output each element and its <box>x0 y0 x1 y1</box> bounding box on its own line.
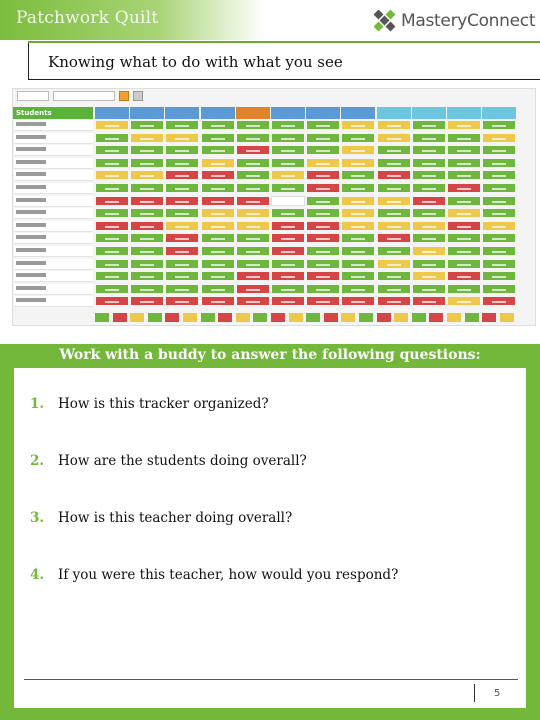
question-item <box>30 567 398 583</box>
summary-cell <box>429 313 443 322</box>
tracker-row <box>13 296 535 307</box>
score-cell <box>377 145 411 155</box>
score-cell <box>412 183 446 193</box>
standard-column-header <box>271 107 305 119</box>
score-cell <box>482 271 516 281</box>
score-cell <box>271 170 305 180</box>
score-cell <box>165 133 199 143</box>
score-cell <box>447 120 481 130</box>
tracker-settings-icon <box>119 91 129 101</box>
score-cell <box>95 208 129 218</box>
score-cell <box>447 221 481 231</box>
score-cell <box>377 221 411 231</box>
score-cell <box>95 259 129 269</box>
score-cell <box>236 284 270 294</box>
score-cell <box>165 183 199 193</box>
standard-column-header <box>341 107 375 119</box>
tracker-toolbar <box>13 89 535 103</box>
summary-cell <box>95 313 109 322</box>
score-cell <box>306 208 340 218</box>
page-number: 5 <box>494 688 501 699</box>
score-cell <box>306 259 340 269</box>
score-cell <box>271 296 305 306</box>
score-cell <box>377 208 411 218</box>
score-cell <box>306 183 340 193</box>
score-cell <box>130 120 164 130</box>
score-cell <box>482 233 516 243</box>
score-cell <box>165 296 199 306</box>
score-cell <box>306 170 340 180</box>
tracker-filter-select <box>17 91 49 101</box>
score-cell <box>130 296 164 306</box>
score-cell <box>447 259 481 269</box>
summary-cell <box>253 313 267 322</box>
score-cell <box>306 296 340 306</box>
tracker-row <box>13 145 535 156</box>
score-cell <box>482 246 516 256</box>
score-cell <box>412 284 446 294</box>
score-cell <box>236 170 270 180</box>
score-cell <box>482 196 516 206</box>
score-cell <box>165 271 199 281</box>
score-cell <box>271 221 305 231</box>
standard-column-header <box>377 107 411 119</box>
score-cell <box>236 246 270 256</box>
score-cell <box>377 170 411 180</box>
student-name-cell <box>14 284 93 295</box>
summary-cell <box>218 313 232 322</box>
score-cell <box>482 259 516 269</box>
score-cell <box>447 296 481 306</box>
score-cell <box>95 183 129 193</box>
summary-cell <box>324 313 338 322</box>
score-cell <box>482 284 516 294</box>
score-cell <box>201 170 235 180</box>
standard-column-header <box>165 107 199 119</box>
score-cell <box>271 208 305 218</box>
score-cell <box>482 296 516 306</box>
score-cell <box>306 158 340 168</box>
question-number: 1. <box>30 396 45 412</box>
summary-cell <box>201 313 215 322</box>
summary-cell <box>482 313 496 322</box>
question-number: 2. <box>30 453 45 469</box>
summary-cell <box>306 313 320 322</box>
score-cell <box>341 120 375 130</box>
summary-cell <box>377 313 391 322</box>
tracker-screenshot <box>12 88 536 326</box>
score-cell <box>201 133 235 143</box>
score-cell <box>341 133 375 143</box>
score-cell <box>447 246 481 256</box>
summary-cell <box>465 313 479 322</box>
tracker-menu-icon <box>133 91 143 101</box>
score-cell <box>236 208 270 218</box>
question-item <box>30 510 292 526</box>
score-cell <box>306 233 340 243</box>
score-cell <box>377 133 411 143</box>
summary-cell <box>394 313 408 322</box>
score-cell <box>236 145 270 155</box>
score-cell <box>130 133 164 143</box>
score-cell <box>95 233 129 243</box>
score-cell <box>130 158 164 168</box>
tracker-row <box>13 221 535 232</box>
score-cell <box>130 221 164 231</box>
score-cell <box>482 145 516 155</box>
score-cell <box>201 208 235 218</box>
score-cell <box>447 233 481 243</box>
student-name-cell <box>14 296 93 307</box>
slide-subtitle: Knowing what to do with what you see <box>48 53 343 71</box>
standard-column-header <box>201 107 235 119</box>
score-cell <box>482 120 516 130</box>
score-cell <box>377 296 411 306</box>
score-cell <box>201 183 235 193</box>
score-cell <box>447 170 481 180</box>
score-cell <box>95 170 129 180</box>
score-cell <box>412 145 446 155</box>
score-cell <box>482 170 516 180</box>
score-cell <box>412 246 446 256</box>
score-cell <box>165 221 199 231</box>
tracker-row <box>13 284 535 295</box>
score-cell <box>271 120 305 130</box>
summary-cell <box>341 313 355 322</box>
score-cell <box>412 170 446 180</box>
summary-cell <box>113 313 127 322</box>
summary-cell <box>500 313 514 322</box>
tracker-class-select <box>53 91 115 101</box>
score-cell <box>95 196 129 206</box>
score-cell <box>201 120 235 130</box>
score-cell <box>447 158 481 168</box>
score-cell <box>130 196 164 206</box>
score-cell <box>447 196 481 206</box>
score-cell <box>377 196 411 206</box>
score-cell <box>412 259 446 269</box>
score-cell <box>95 133 129 143</box>
score-cell <box>306 133 340 143</box>
score-cell <box>271 133 305 143</box>
header-bar <box>0 0 540 40</box>
student-name-cell <box>14 196 93 207</box>
score-cell <box>165 208 199 218</box>
score-cell <box>306 196 340 206</box>
score-cell <box>447 145 481 155</box>
summary-cell <box>183 313 197 322</box>
student-name-cell <box>14 221 93 232</box>
score-cell <box>271 246 305 256</box>
score-cell <box>412 233 446 243</box>
score-cell <box>482 133 516 143</box>
score-cell <box>341 221 375 231</box>
score-cell <box>236 221 270 231</box>
score-cell <box>236 196 270 206</box>
score-cell <box>130 145 164 155</box>
score-cell <box>271 284 305 294</box>
score-cell <box>130 284 164 294</box>
score-cell <box>236 183 270 193</box>
summary-cell <box>271 313 285 322</box>
student-name-cell <box>14 208 93 219</box>
score-cell <box>201 246 235 256</box>
tracker-row <box>13 158 535 169</box>
score-cell <box>95 145 129 155</box>
score-cell <box>236 259 270 269</box>
summary-cell <box>359 313 373 322</box>
masteryconnect-logo <box>374 8 535 34</box>
question-number: 4. <box>30 567 45 583</box>
score-cell <box>306 120 340 130</box>
standard-column-header <box>306 107 340 119</box>
score-cell <box>236 296 270 306</box>
student-name-cell <box>14 133 93 144</box>
score-cell <box>236 271 270 281</box>
score-cell <box>271 271 305 281</box>
logo-mark-icon <box>374 10 396 32</box>
student-name-cell <box>14 259 93 270</box>
score-cell <box>377 233 411 243</box>
student-name-cell <box>14 183 93 194</box>
score-cell <box>201 271 235 281</box>
standard-column-header <box>95 107 129 119</box>
score-cell <box>165 158 199 168</box>
student-name-cell <box>14 145 93 156</box>
score-cell <box>306 246 340 256</box>
score-cell <box>165 170 199 180</box>
score-cell <box>412 196 446 206</box>
score-cell <box>341 246 375 256</box>
tracker-row <box>13 259 535 270</box>
score-cell <box>341 145 375 155</box>
question-text: How is this teacher doing overall? <box>58 510 293 526</box>
score-cell <box>271 196 305 206</box>
score-cell <box>271 259 305 269</box>
score-cell <box>95 271 129 281</box>
score-cell <box>377 246 411 256</box>
tracker-row <box>13 170 535 181</box>
standard-column-header <box>236 107 270 119</box>
score-cell <box>412 120 446 130</box>
score-cell <box>377 271 411 281</box>
standard-column-header <box>447 107 481 119</box>
score-cell <box>412 208 446 218</box>
tracker-row <box>13 183 535 194</box>
standard-column-header <box>412 107 446 119</box>
score-cell <box>165 284 199 294</box>
score-cell <box>306 145 340 155</box>
score-cell <box>236 120 270 130</box>
score-cell <box>130 183 164 193</box>
score-cell <box>377 183 411 193</box>
score-cell <box>201 259 235 269</box>
student-name-cell <box>14 158 93 169</box>
score-cell <box>201 221 235 231</box>
score-cell <box>482 183 516 193</box>
activity-heading: Work with a buddy to answer the following questions: <box>59 347 481 363</box>
score-cell <box>165 196 199 206</box>
student-name-cell <box>14 246 93 257</box>
score-cell <box>95 246 129 256</box>
score-cell <box>271 145 305 155</box>
score-cell <box>271 183 305 193</box>
score-cell <box>341 296 375 306</box>
question-item <box>30 396 269 412</box>
score-cell <box>412 296 446 306</box>
score-cell <box>412 271 446 281</box>
score-cell <box>447 208 481 218</box>
score-cell <box>201 145 235 155</box>
score-cell <box>201 284 235 294</box>
score-cell <box>377 120 411 130</box>
score-cell <box>130 259 164 269</box>
score-cell <box>95 296 129 306</box>
score-cell <box>341 158 375 168</box>
score-cell <box>165 246 199 256</box>
score-cell <box>130 170 164 180</box>
score-cell <box>130 233 164 243</box>
question-text: If you were this teacher, how would you respond? <box>58 567 399 583</box>
summary-cell <box>412 313 426 322</box>
score-cell <box>201 158 235 168</box>
score-cell <box>201 296 235 306</box>
score-cell <box>130 271 164 281</box>
score-cell <box>482 208 516 218</box>
score-cell <box>95 284 129 294</box>
score-cell <box>236 233 270 243</box>
score-cell <box>130 208 164 218</box>
summary-cell <box>289 313 303 322</box>
score-cell <box>165 120 199 130</box>
tracker-row <box>13 120 535 131</box>
footer-separator <box>474 684 475 702</box>
score-cell <box>95 221 129 231</box>
score-cell <box>447 284 481 294</box>
score-cell <box>306 221 340 231</box>
score-cell <box>341 233 375 243</box>
score-cell <box>341 170 375 180</box>
score-cell <box>377 158 411 168</box>
student-name-cell <box>14 233 93 244</box>
tracker-row <box>13 246 535 257</box>
score-cell <box>341 271 375 281</box>
score-cell <box>130 246 164 256</box>
score-cell <box>271 233 305 243</box>
tracker-row <box>13 196 535 207</box>
score-cell <box>482 221 516 231</box>
score-cell <box>341 183 375 193</box>
footer-divider <box>24 679 518 680</box>
score-cell <box>201 196 235 206</box>
tracker-row <box>13 133 535 144</box>
score-cell <box>306 271 340 281</box>
summary-cell <box>165 313 179 322</box>
logo-text: MasteryConnect <box>401 11 536 31</box>
score-cell <box>341 208 375 218</box>
subtitle-left-rule <box>28 43 29 79</box>
question-number: 3. <box>30 510 45 526</box>
questions-panel <box>14 368 526 708</box>
tracker-header-row <box>13 107 535 119</box>
summary-cell <box>148 313 162 322</box>
student-name-cell <box>14 170 93 181</box>
score-cell <box>165 145 199 155</box>
summary-cell <box>236 313 250 322</box>
student-name-cell <box>14 271 93 282</box>
score-cell <box>306 284 340 294</box>
subtitle-divider <box>28 79 540 80</box>
score-cell <box>271 158 305 168</box>
score-cell <box>201 233 235 243</box>
score-cell <box>341 284 375 294</box>
student-name-cell <box>14 120 93 131</box>
standard-column-header <box>130 107 164 119</box>
app-title: Patchwork Quilt <box>16 8 159 28</box>
score-cell <box>236 158 270 168</box>
score-cell <box>447 271 481 281</box>
score-cell <box>412 158 446 168</box>
summary-cell <box>447 313 461 322</box>
score-cell <box>95 158 129 168</box>
tracker-footer <box>13 313 535 323</box>
standard-column-header <box>482 107 516 119</box>
score-cell <box>165 233 199 243</box>
tracker-row <box>13 208 535 219</box>
summary-cell <box>130 313 144 322</box>
score-cell <box>447 133 481 143</box>
score-cell <box>236 133 270 143</box>
score-cell <box>482 158 516 168</box>
score-cell <box>165 259 199 269</box>
score-cell <box>95 120 129 130</box>
students-column-header: Students <box>13 107 93 119</box>
score-cell <box>377 259 411 269</box>
header-divider <box>28 41 540 43</box>
score-cell <box>341 196 375 206</box>
score-cell <box>412 133 446 143</box>
question-text: How is this tracker organized? <box>58 396 269 412</box>
question-item <box>30 453 307 469</box>
tracker-row <box>13 233 535 244</box>
score-cell <box>447 183 481 193</box>
tracker-row <box>13 271 535 282</box>
question-text: How are the students doing overall? <box>58 453 307 469</box>
score-cell <box>341 259 375 269</box>
score-cell <box>377 284 411 294</box>
score-cell <box>412 221 446 231</box>
